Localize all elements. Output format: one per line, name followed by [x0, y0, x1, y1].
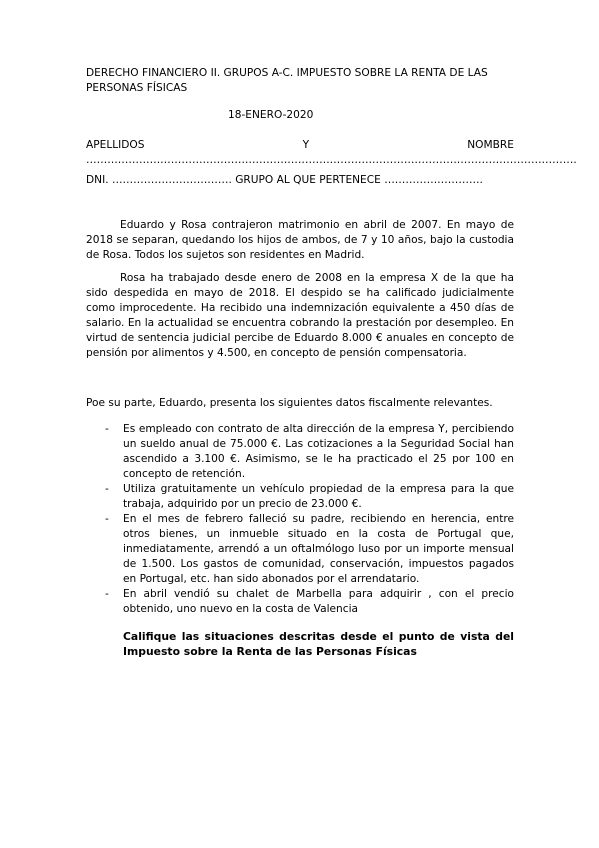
list-dash: - — [105, 482, 109, 495]
list-item — [105, 512, 514, 587]
dni-group-line: DNI. ……………………………. GRUPO AL QUE PERTENECE ………………………. — [86, 174, 483, 186]
list-item — [105, 422, 514, 482]
nombre-label: NOMBRE — [467, 139, 514, 151]
document-title: DERECHO FINANCIERO II. GRUPOS A-C. IMPUESTO SOBRE LA RENTA DE LAS PERSONAS FÍSICAS — [86, 67, 488, 94]
name-fields-row — [86, 138, 514, 153]
list-item — [105, 482, 514, 512]
apellidos-label: APELLIDOS — [86, 139, 145, 151]
name-fill-line: …………………………………………………………………………………………………………………………. — [86, 154, 577, 166]
list-item-text: En el mes de febrero falleció su padre, recibiendo en herencia, entre otros bienes, un inmueble situado en la costa de Portugal que, inmediatamente, arrendó a un oftalmólogo luso por un importe mensual de 1.500. Los gastos de comunidad, conservación, impuestos pagados en Portugal, etc. han sido abonados por el arrendatario. — [123, 512, 514, 585]
list-item-text: Utiliza gratuitamente un vehículo propiedad de la empresa para la que trabaja, adquirido por un precio de 23.000 €. — [123, 482, 514, 510]
list-item-text: En abril vendió su chalet de Marbella para adquirir , con el precio obtenido, uno nuevo en la costa de Valencia — [123, 587, 514, 615]
document-page — [86, 66, 577, 659]
list-item — [105, 587, 514, 617]
list-item-text: Es empleado con contrato de alta dirección de la empresa Y, percibiendo un sueldo anual de 75.000 €. Las cotizaciones a la Seguridad Social han ascendido a 3.100 €. Asimismo, se le ha practicado el 25 por 100 en concepto de retención. — [123, 422, 514, 480]
eduardo-intro: Poe su parte, Eduardo, presenta los siguientes datos fiscalmente relevantes. — [86, 397, 493, 409]
case-paragraph-1: Eduardo y Rosa contrajeron matrimonio en abril de 2007. En mayo de 2018 se separan, quedando los hijos de ambos, de 7 y 10 años, bajo la custodia de Rosa. Todos los sujetos son residentes en Madrid. — [86, 219, 514, 261]
y-label: Y — [302, 139, 310, 151]
eduardo-data-list — [86, 422, 514, 617]
list-dash: - — [105, 512, 109, 525]
case-paragraph-2: Rosa ha trabajado desde enero de 2008 en la empresa X de la que ha sido despedida en mayo de 2018. El despido se ha calificado judicialmente como improcedente. Ha recibido una indemnización equivalente a 450 días de salario. En la actualidad se encuentra cobrando la prestación por desempleo. En virtud de sentencia judicial percibe de Eduardo 8.000 € anuales en concepto de pensión por alimentos y 4.500, en concepto de pensión compensatoria. — [86, 272, 514, 359]
exam-date: 18-ENERO-2020 — [228, 109, 314, 121]
exam-question: Califique las situaciones descritas desde el punto de vista del Impuesto sobre la Renta de las Personas Físicas — [123, 629, 514, 658]
list-dash: - — [105, 587, 109, 600]
list-dash: - — [105, 422, 109, 435]
